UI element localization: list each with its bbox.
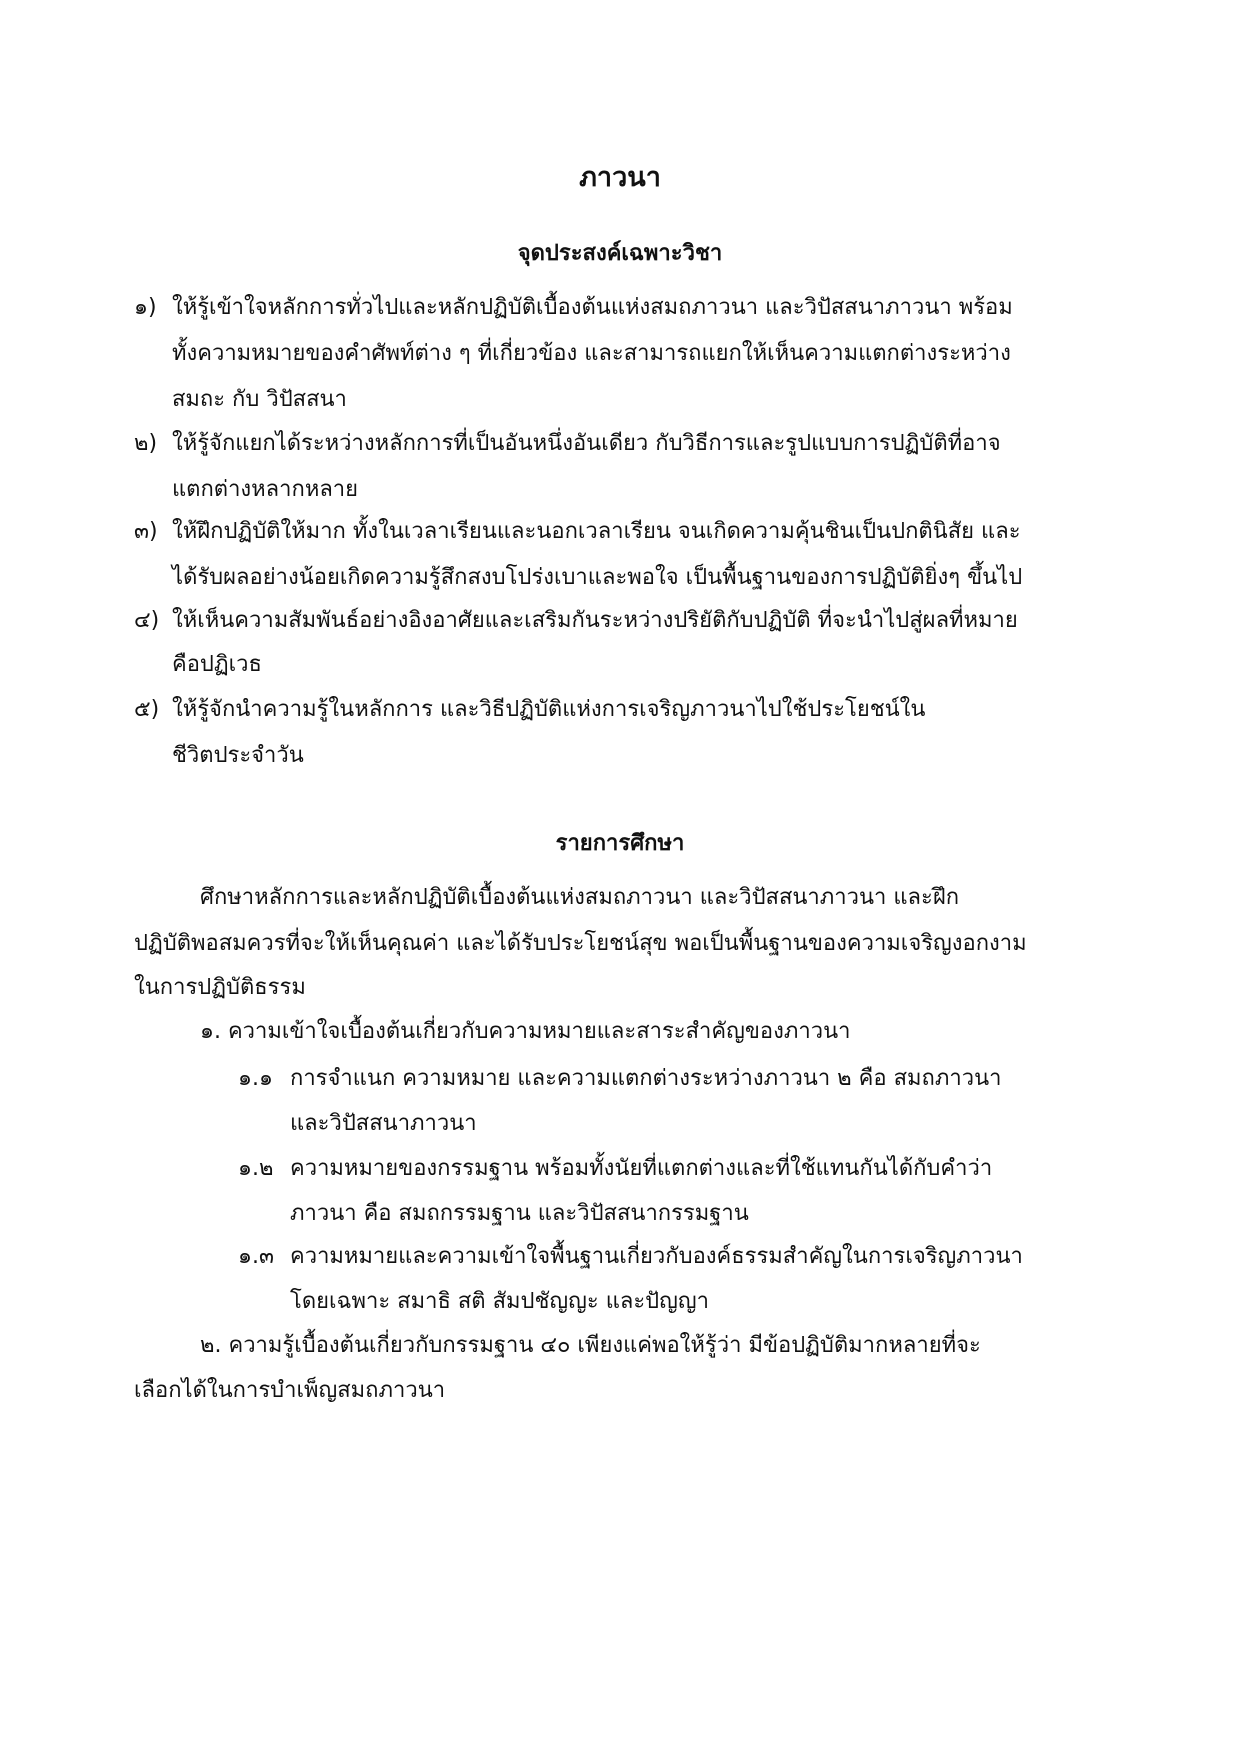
objective-line: ให้เห็นความสัมพันธ์อย่างอิงอาศัยและเสริมกันระหว่างปริยัติกับปฏิบัติ ที่จะนำไปสู่ผลที่หมาย xyxy=(172,608,1018,633)
topic-2-line: เลือกได้ในการบำเพ็ญสมถภาวนา xyxy=(134,1378,446,1403)
topic-2-line: ๒. ความรู้เบื้องต้นเกี่ยวกับกรรมฐาน ๔๐ เพียงแค่พอให้รู้ว่า มีข้อปฏิบัติมากหลายที่จะ xyxy=(200,1333,981,1358)
subitem-line: ความหมายและความเข้าใจพื้นฐานเกี่ยวกับองค์ธรรมสำคัญในการเจริญภาวนา xyxy=(290,1244,1023,1269)
objectives-heading: จุดประสงค์เฉพาะวิชา xyxy=(517,241,723,266)
subitem-line: การจำแนก ความหมาย และความแตกต่างระหว่างภาวนา ๒ คือ สมถภาวนา xyxy=(290,1066,1002,1091)
subitem-number: ๑.๓ xyxy=(238,1244,274,1269)
objective-number: ๑) xyxy=(134,295,157,320)
page-title: ภาวนา xyxy=(579,162,661,193)
subitem-line: ภาวนา คือ สมถกรรมฐาน และวิปัสสนากรรมฐาน xyxy=(290,1201,749,1226)
objective-number: ๕) xyxy=(134,697,160,722)
objective-number: ๔) xyxy=(134,608,160,633)
objective-line: ให้รู้จักแยกได้ระหว่างหลักการที่เป็นอันหนึ่งอันเดียว กับวิธีการและรูปแบบการปฏิบัติที่อาจ xyxy=(172,431,1001,456)
objective-line: สมถะ กับ วิปัสสนา xyxy=(172,387,347,412)
intro-line: ในการปฏิบัติธรรม xyxy=(134,975,306,1000)
objective-line: ได้รับผลอย่างน้อยเกิดความรู้สึกสงบโปร่งเบาและพอใจ เป็นพื้นฐานของการปฏิบัติยิ่งๆ ขึ้นไป xyxy=(172,565,1023,590)
syllabus-heading: รายการศึกษา xyxy=(555,831,685,856)
objective-line: แตกต่างหลากหลาย xyxy=(172,477,359,502)
objective-line: ให้รู้เข้าใจหลักการทั่วไปและหลักปฏิบัติเบื้องต้นแห่งสมถภาวนา และวิปัสสนาภาวนา พร้อม xyxy=(172,295,1013,320)
subitem-number: ๑.๑ xyxy=(238,1066,273,1091)
subitem-line: และวิปัสสนาภาวนา xyxy=(290,1111,477,1136)
intro-line: ศึกษาหลักการและหลักปฏิบัติเบื้องต้นแห่งสมถภาวนา และวิปัสสนาภาวนา และฝึก xyxy=(200,885,960,910)
objective-number: ๒) xyxy=(134,431,158,456)
subitem-number: ๑.๒ xyxy=(238,1156,274,1181)
objective-number: ๓) xyxy=(134,519,158,544)
subitem-line: โดยเฉพาะ สมาธิ สติ สัมปชัญญะ และปัญญา xyxy=(290,1289,709,1314)
objective-line: ชีวิตประจำวัน xyxy=(172,743,304,768)
objective-line: ให้รู้จักนำความรู้ในหลักการ และวิธีปฏิบัติแห่งการเจริญภาวนาไปใช้ประโยชน์ใน xyxy=(172,697,926,722)
intro-line: ปฏิบัติพอสมควรที่จะให้เห็นคุณค่า และได้รับประโยชน์สุข พอเป็นพื้นฐานของความเจริญงอกงาม xyxy=(134,931,1027,956)
subitem-line: ความหมายของกรรมฐาน พร้อมทั้งนัยที่แตกต่างและที่ใช้แทนกันได้กับคำว่า xyxy=(290,1156,993,1181)
objective-line: ให้ฝึกปฏิบัติให้มาก ทั้งในเวลาเรียนและนอกเวลาเรียน จนเกิดความคุ้นชินเป็นปกตินิสัย และ xyxy=(172,519,1021,544)
objective-line: ทั้งความหมายของคำศัพท์ต่าง ๆ ที่เกี่ยวข้อง และสามารถแยกให้เห็นความแตกต่างระหว่าง xyxy=(172,341,1011,366)
topic-1: ๑. ความเข้าใจเบื้องต้นเกี่ยวกับความหมายและสาระสำคัญของภาวนา xyxy=(200,1019,851,1044)
objective-line: คือปฏิเวธ xyxy=(172,652,262,677)
